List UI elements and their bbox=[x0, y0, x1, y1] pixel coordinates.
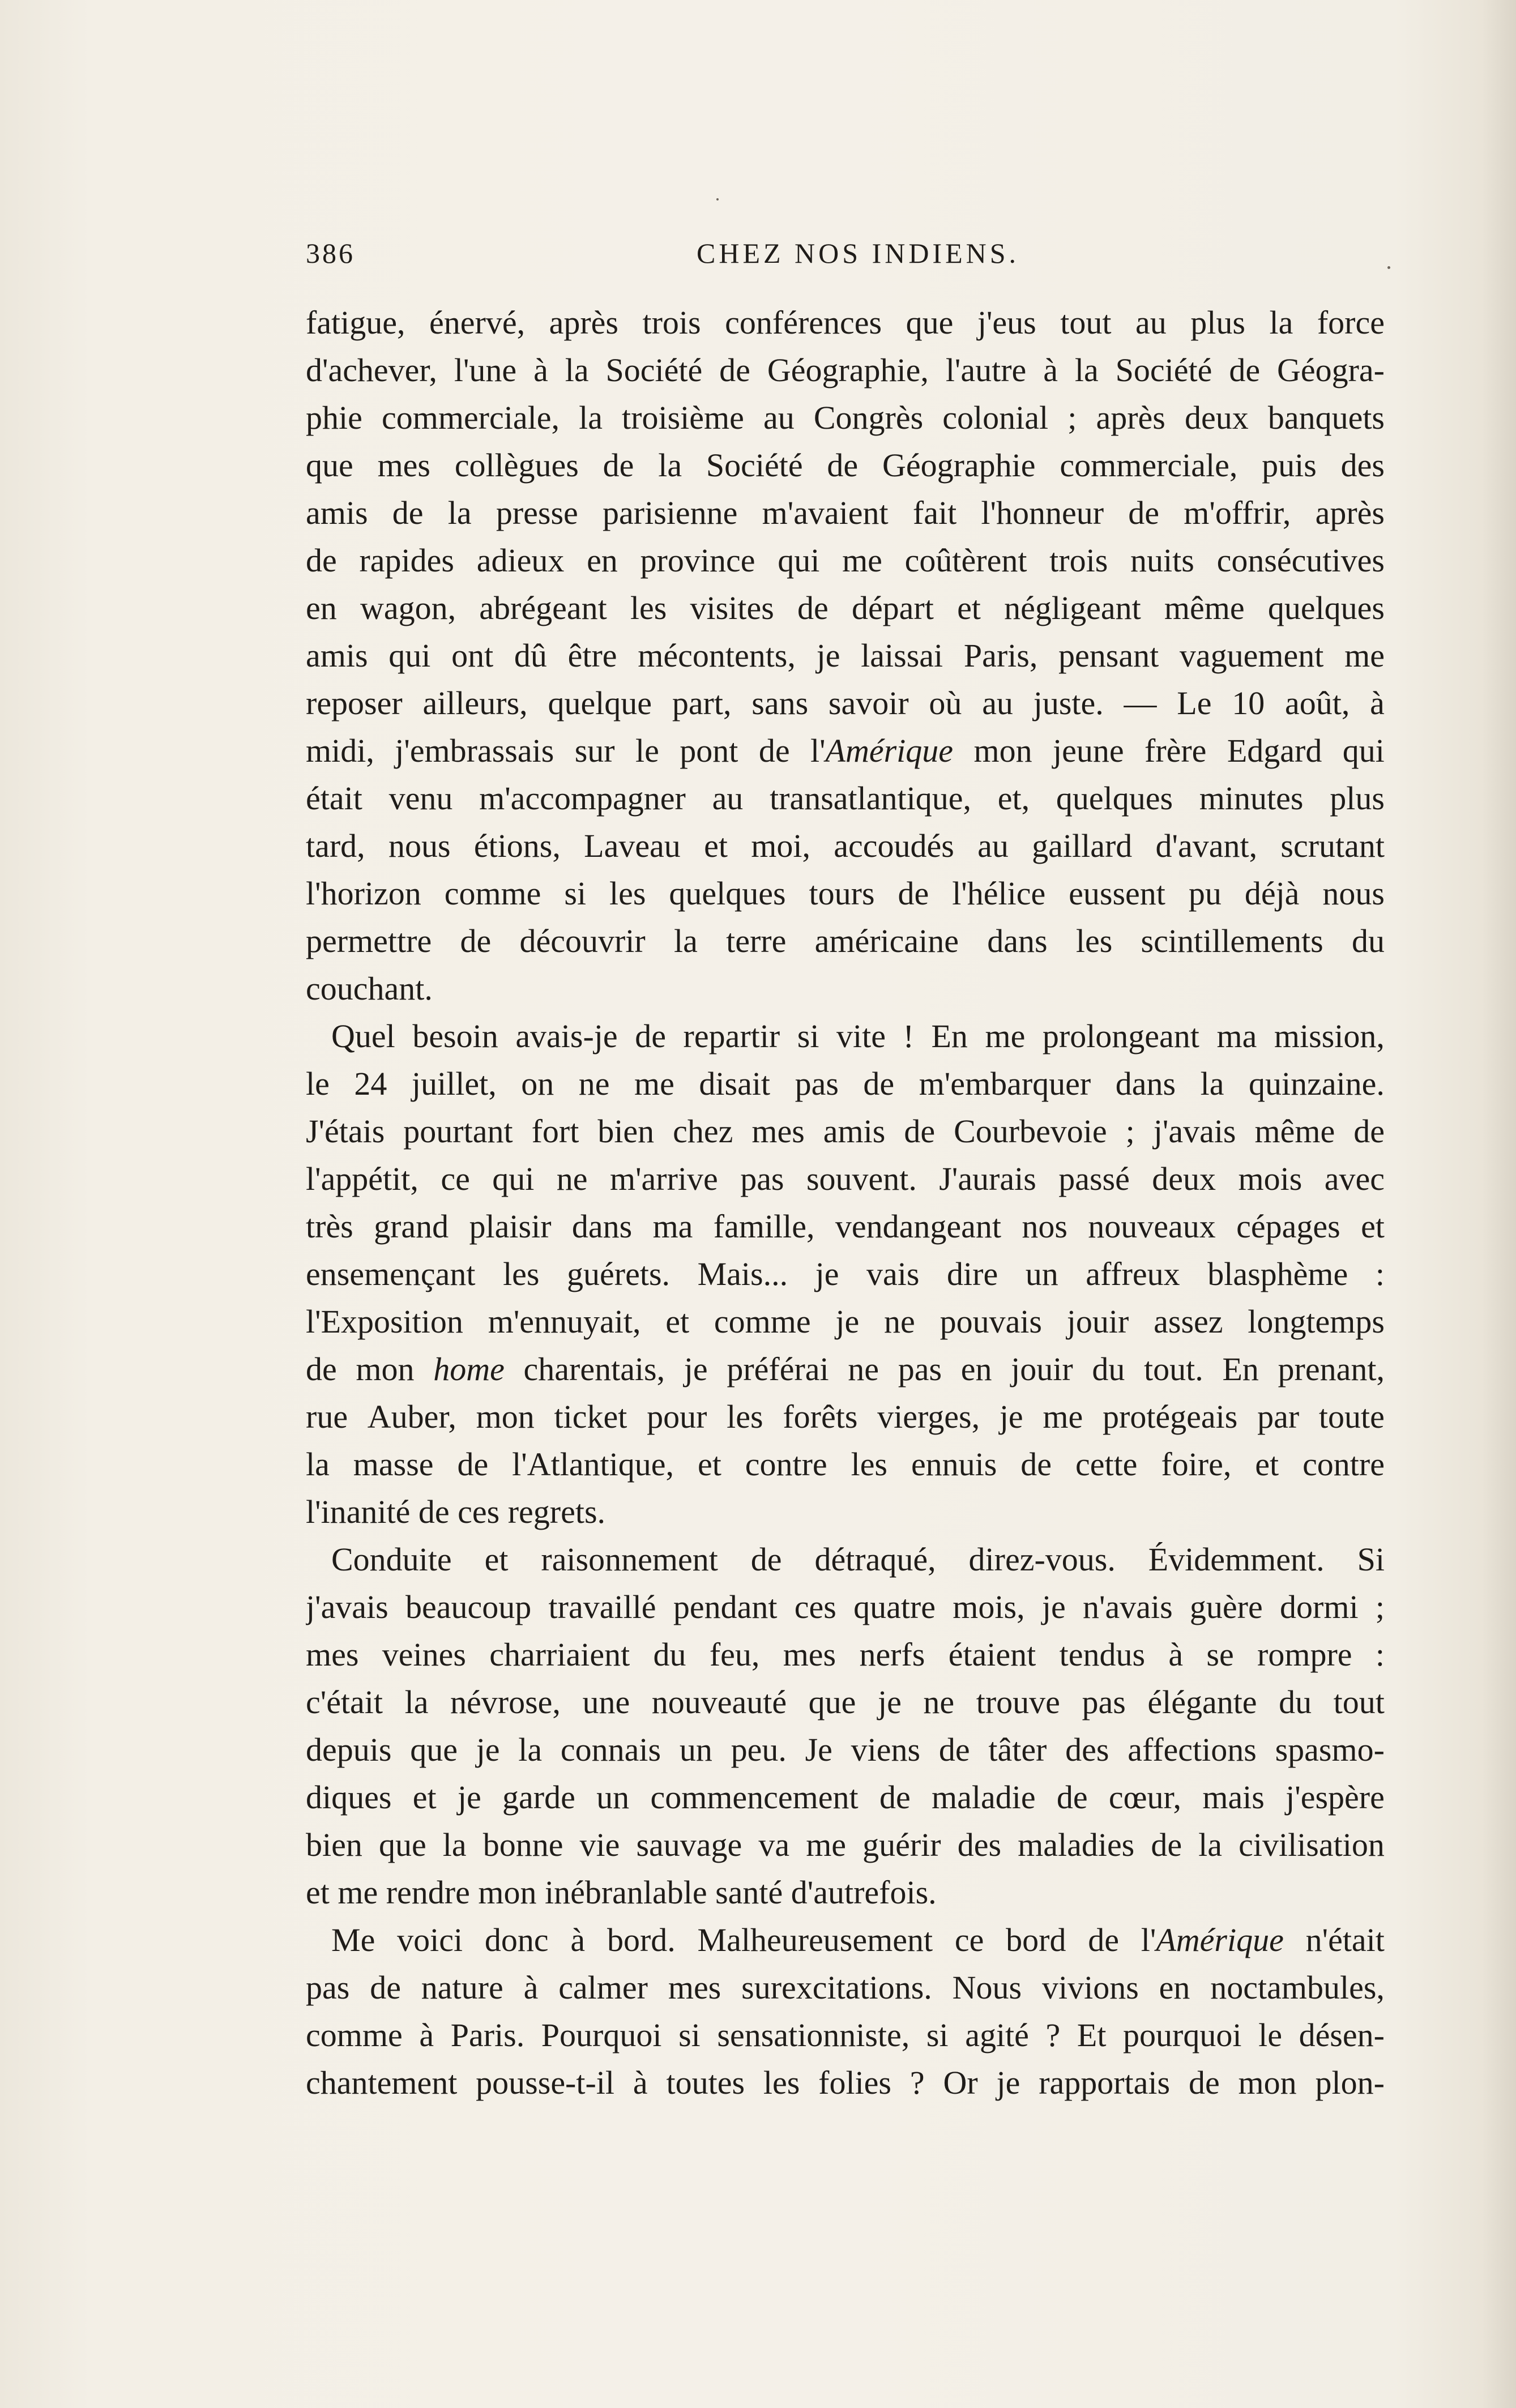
text-line: le 24 juillet, on ne me disait pas de m'embarquer dans la quinzaine. bbox=[306, 1065, 1385, 1102]
text-line: chantement pousse-t-il à toutes les folies ? Or je rapportais de mon plon- bbox=[306, 2064, 1385, 2101]
paragraph bbox=[306, 1916, 1385, 2107]
text-line: phie commerciale, la troisième au Congrès colonial ; après deux banquets bbox=[306, 399, 1385, 436]
text-line: permettre de découvrir la terre américaine dans les scintillements du bbox=[306, 923, 1385, 959]
text-line: couchant. bbox=[306, 970, 433, 1007]
paragraph bbox=[306, 1536, 1385, 1916]
text-line: pas de nature à calmer mes surexcitations. Nous vivions en noctambules, bbox=[306, 1969, 1385, 2006]
text-line: tard, nous étions, Laveau et moi, accoudés au gaillard d'avant, scrutant bbox=[306, 827, 1385, 864]
text-line: l'appétit, ce qui ne m'arrive pas souvent. J'aurais passé deux mois avec bbox=[306, 1160, 1385, 1197]
paragraph bbox=[306, 1013, 1385, 1536]
text-line: que mes collègues de la Société de Géographie commerciale, puis des bbox=[306, 447, 1385, 484]
text-line: la masse de l'Atlantique, et contre les ennuis de cette foire, et contre bbox=[306, 1446, 1385, 1483]
text-line: l'horizon comme si les quelques tours de l'hélice eussent pu déjà nous bbox=[306, 875, 1385, 912]
text-line: Conduite et raisonnement de détraqué, direz-vous. Évidemment. Si bbox=[331, 1541, 1385, 1578]
text-line: ensemençant les guérets. Mais... je vais dire un affreux blasphème : bbox=[306, 1256, 1385, 1292]
page-edge-shadow bbox=[1482, 0, 1516, 2408]
speck bbox=[716, 198, 719, 200]
text-line: de mon home charentais, je préférai ne pas en jouir du tout. En prenant, bbox=[306, 1351, 1385, 1387]
paragraph bbox=[306, 299, 1385, 1013]
text-line: était venu m'accompagner au transatlantique, et, quelques minutes plus bbox=[306, 780, 1385, 817]
text-line: j'avais beaucoup travaillé pendant ces quatre mois, je n'avais guère dormi ; bbox=[306, 1589, 1385, 1625]
text-line: c'était la névrose, une nouveauté que je ne trouve pas élégante du tout bbox=[306, 1684, 1385, 1720]
page-header bbox=[306, 237, 1382, 276]
text-line: bien que la bonne vie sauvage va me guérir des maladies de la civilisation bbox=[306, 1826, 1385, 1863]
text-line: amis de la presse parisienne m'avaient fait l'honneur de m'offrir, après bbox=[306, 494, 1385, 531]
text-line: d'achever, l'une à la Société de Géographie, l'autre à la Société de Géogra- bbox=[306, 352, 1385, 388]
text-line: rue Auber, mon ticket pour les forêts vierges, je me protégeais par toute bbox=[306, 1398, 1385, 1435]
text-line: J'étais pourtant fort bien chez mes amis de Courbevoie ; j'avais même de bbox=[306, 1113, 1385, 1150]
text-line: Quel besoin avais-je de repartir si vite ! En me prolongeant ma mission, bbox=[331, 1018, 1385, 1054]
text-line: et me rendre mon inébranlable santé d'autrefois. bbox=[306, 1874, 937, 1911]
text-line: Me voici donc à bord. Malheureusement ce bord de l'Amérique n'était bbox=[331, 1922, 1385, 1958]
text-line: diques et je garde un commencement de maladie de cœur, mais j'espère bbox=[306, 1779, 1385, 1816]
running-title: CHEZ NOS INDIENS. bbox=[697, 237, 1020, 269]
text-line: fatigue, énervé, après trois conférences que j'eus tout au plus la force bbox=[306, 304, 1385, 341]
text-line: amis qui ont dû être mécontents, je laissai Paris, pensant vaguement me bbox=[306, 637, 1385, 674]
text-line: l'Exposition m'ennuyait, et comme je ne pouvais jouir assez longtemps bbox=[306, 1303, 1385, 1340]
text-line: midi, j'embrassais sur le pont de l'Amérique mon jeune frère Edgard qui bbox=[306, 732, 1385, 769]
text-line: en wagon, abrégeant les visites de départ et négligeant même quelques bbox=[306, 590, 1385, 626]
speck bbox=[1387, 266, 1390, 269]
text-line: très grand plaisir dans ma famille, vendangeant nos nouveaux cépages et bbox=[306, 1208, 1385, 1245]
page-number: 386 bbox=[306, 237, 355, 269]
text-line: de rapides adieux en province qui me coûtèrent trois nuits consécutives bbox=[306, 542, 1385, 579]
text-line: mes veines charriaient du feu, mes nerfs étaient tendus à se rompre : bbox=[306, 1636, 1385, 1673]
body-text bbox=[306, 299, 1385, 2107]
text-line: depuis que je la connais un peu. Je viens de tâter des affections spasmo- bbox=[306, 1731, 1385, 1768]
text-line: comme à Paris. Pourquoi si sensationniste, si agité ? Et pourquoi le désen- bbox=[306, 2017, 1385, 2053]
text-line: l'inanité de ces regrets. bbox=[306, 1493, 606, 1530]
text-line: reposer ailleurs, quelque part, sans savoir où au juste. — Le 10 août, à bbox=[306, 685, 1385, 721]
